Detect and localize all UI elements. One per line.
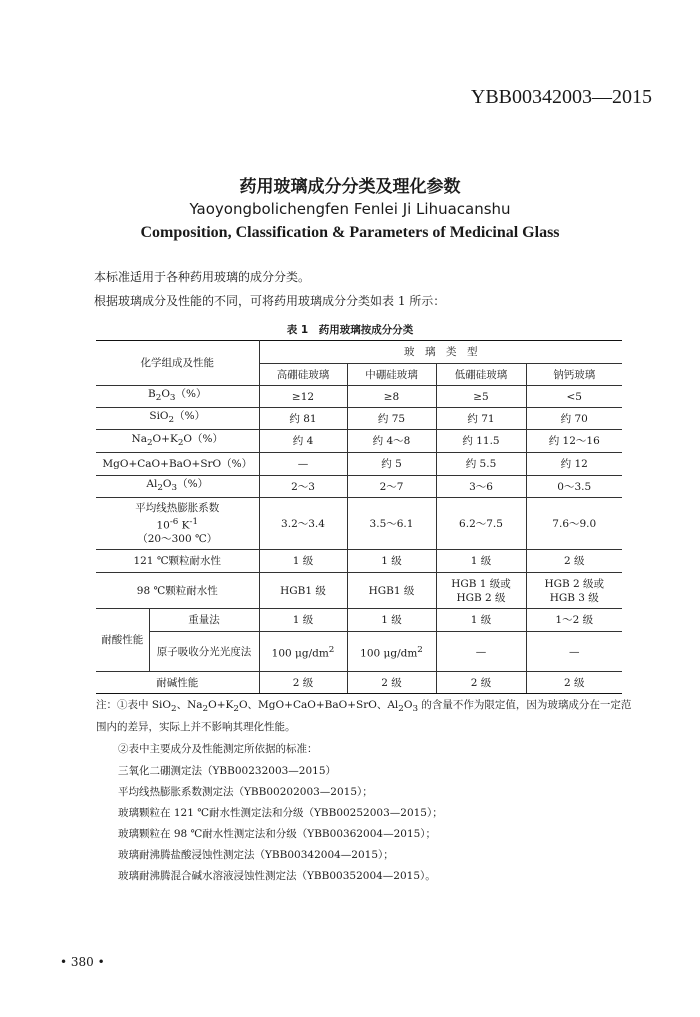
table-cell: 6.2～7.5 [436,498,526,550]
row-label: SiO$_2$（%） [96,408,259,430]
title-pinyin: Yaoyongbolichengfen Fenlei Ji Lihuacanshu [189,200,511,218]
table-cell [436,573,526,609]
row-label: 耐碱性能 [96,672,259,694]
table-cell: 约 5 [347,453,436,476]
title-english: Composition, Classification & Parameters of Medicinal Glass [140,224,560,241]
standard-item: 玻璃颗粒在 121 ℃耐水性测定法和分级（YBB00252003—2015）； [118,807,443,819]
col-medium-borosilicate: 中硼硅玻璃 [347,364,436,386]
row-label: 98 ℃颗粒耐水性 [96,573,259,609]
standard-code: YBB00342003—2015 [470,86,652,108]
table-cell: ≥12 [259,386,347,408]
standard-item: 玻璃耐沸腾盐酸浸蚀性测定法（YBB00342004—2015）； [118,849,394,861]
table-row-acid-aas [96,632,622,672]
table-cell: HGB1 级 [259,573,347,609]
table-caption: 表 1 药用玻璃按成分分类 [286,324,414,336]
col-high-borosilicate: 高硼硅玻璃 [259,364,347,386]
cell-line: HGB 2 级 [456,591,506,604]
note-1-line-2: 围内的差异，实际上并不影响其理化性能。 [96,721,296,733]
table-cell: 约 71 [436,408,526,430]
row-label: 121 ℃颗粒耐水性 [96,550,259,573]
row-label: 原子吸收分光光度法 [149,632,259,672]
table-cell: — [436,632,526,672]
intro-line-1: 本标准适用于各种药用玻璃的成分分类。 [94,270,311,284]
intro-line-2: 根据玻璃成分及性能的不同，可将药用玻璃成分分类如表 1 所示： [94,294,446,308]
cell-line: HGB 1 级或 [451,577,511,590]
table-cell [526,573,622,609]
table-cell: HGB1 级 [347,573,436,609]
row-label [96,498,259,550]
header-property: 化学组成及性能 [96,341,259,386]
title-chinese: 药用玻璃成分分类及理化参数 [239,177,461,197]
table-row-water-98 [96,573,622,609]
table-cell: 3.2～3.4 [259,498,347,550]
glass-classification-table [96,340,622,694]
note-2-intro: ②表中主要成分及性能测定所依据的标准： [118,743,318,755]
table-cell: 3.5～6.1 [347,498,436,550]
table-cell: 7.6～9.0 [526,498,622,550]
table-cell: 2～3 [259,476,347,498]
table-cell: 2 级 [347,672,436,694]
table-cell: ≥5 [436,386,526,408]
table-cell: 约 11.5 [436,430,526,453]
table-cell: 3～6 [436,476,526,498]
table-cell: 2 级 [526,672,622,694]
row-label: $Al_2O_3(\%)$ [96,476,259,498]
table-cell: 1 级 [436,550,526,573]
header-glass-type: 玻 璃 类 型 [259,341,622,364]
table-cell: 2～7 [347,476,436,498]
standard-item: 玻璃颗粒在 98 ℃耐水性测定法和分级（YBB00362004—2015）； [118,828,437,840]
cell-line: HGB 2 级或 [544,577,605,590]
table-row-mgo [96,453,622,476]
table-cell: 1 级 [436,609,526,632]
table-cell: 约 5.5 [436,453,526,476]
table-cell: 1 级 [259,609,347,632]
table-cell: 约 12 [526,453,622,476]
col-soda-lime: 钠钙玻璃 [526,364,622,386]
row-label: $Na_2O+K_2O(\%)$ [96,430,259,453]
table-cell: 约 12～16 [526,430,622,453]
table-cell: ≥8 [347,386,436,408]
row-label: 重量法 [149,609,259,632]
standard-item: 三氧化二硼测定法（YBB00232003—2015） [118,765,337,777]
row-label: $B_2O_3(\%)$ [96,386,259,408]
table-row-acid-weight [96,609,622,632]
table-row-water-121 [96,550,622,573]
table-row-al2o3 [96,476,622,498]
table-row-sio2 [96,408,622,430]
table-cell: <5 [526,386,622,408]
row-label: MgO+CaO+BaO+SrO（%） [96,453,259,476]
row-label-line: $10^{-6}$ $K^{-1}$ [156,516,199,532]
table-row-thermal-expansion [96,498,622,550]
table-row-alkali [96,672,622,694]
table-cell: 约 75 [347,408,436,430]
page-number: • 380 • [60,955,105,969]
table-cell: 100 $\mu g/dm^2$ [259,632,347,672]
table-row-b2o3 [96,386,622,408]
table-row-na2o [96,430,622,453]
table-cell: 约 4 [259,430,347,453]
row-label-line: （20～300 ℃） [137,533,218,546]
table-cell: 1～2 级 [526,609,622,632]
table-cell: 约 70 [526,408,622,430]
standard-item: 玻璃耐沸腾混合碱水溶液浸蚀性测定法（YBB00352004—2015）。 [118,870,436,882]
table-cell: 1 级 [259,550,347,573]
table-cell: 2 级 [436,672,526,694]
table-cell: 2 级 [259,672,347,694]
table-cell: 0～3.5 [526,476,622,498]
table-cell: — [526,632,622,672]
table-cell: 1 级 [347,550,436,573]
table-cell: 100 $\mu g/dm^2$ [347,632,436,672]
standard-item: 平均线热膨胀系数测定法（YBB00202003—2015）； [118,786,373,798]
table-cell: 1 级 [347,609,436,632]
col-low-borosilicate: 低硼硅玻璃 [436,364,526,386]
table-cell: — [259,453,347,476]
note-1-line-1: 注：①表中 SiO$_2$、$Na_2O+K_2O$、MgO+CaO+BaO+SrO、$Al_2O_3$ 的含量不作为限定值，因为玻璃成分在一定范 [96,699,632,715]
row-group-label-acid: 耐酸性能 [96,609,149,672]
table-cell: 约 81 [259,408,347,430]
cell-line: HGB 3 级 [549,591,599,604]
row-label-line: 平均线热膨胀系数 [135,501,220,514]
table-cell: 2 级 [526,550,622,573]
table-cell: 约 4～8 [347,430,436,453]
